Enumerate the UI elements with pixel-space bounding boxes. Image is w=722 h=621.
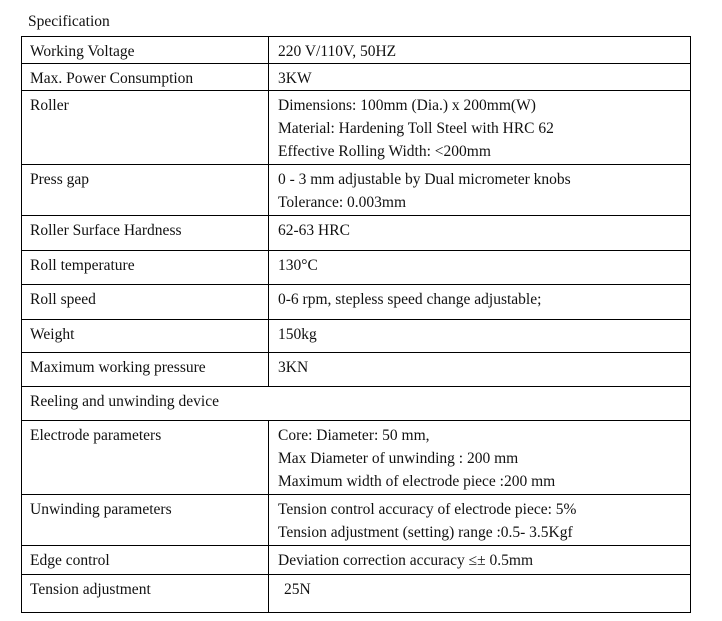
- table-row: [22, 575, 691, 613]
- spec-value: [269, 251, 691, 285]
- spec-label: Max. Power Consumption: [22, 64, 269, 91]
- spec-value: [269, 165, 691, 216]
- table-row: [22, 251, 691, 285]
- spec-value: [269, 353, 691, 387]
- section-heading: Reeling and unwinding device: [22, 387, 691, 421]
- spec-value-line: Tolerance: 0.003mm: [278, 194, 407, 211]
- table-row: [22, 421, 691, 495]
- page-title: Specification: [28, 13, 110, 30]
- specification-table: [21, 36, 691, 613]
- spec-value-line: Dimensions: 100mm (Dia.) x 200mm(W): [278, 97, 536, 114]
- spec-value: [269, 216, 691, 251]
- spec-value: [269, 37, 691, 64]
- spec-value-line: 62-63 HRC: [278, 222, 350, 239]
- spec-label: Tension adjustment: [22, 575, 269, 613]
- spec-value-line: 220 V/110V, 50HZ: [278, 43, 397, 60]
- table-row: [22, 165, 691, 216]
- spec-value-line: 0 - 3 mm adjustable by Dual micrometer knobs: [278, 171, 571, 188]
- spec-value: [269, 285, 691, 320]
- spec-label: Working Voltage: [22, 37, 269, 64]
- spec-value-line: Material: Hardening Toll Steel with HRC 62: [278, 120, 554, 137]
- spec-label: Maximum working pressure: [22, 353, 269, 387]
- spec-value-line: Tension adjustment (setting) range :0.5- 3.5Kgf: [278, 524, 573, 541]
- spec-label: Roll speed: [22, 285, 269, 320]
- spec-value: [269, 91, 691, 165]
- spec-label: Electrode parameters: [22, 421, 269, 495]
- table-row: [22, 320, 691, 353]
- spec-value: [269, 546, 691, 575]
- spec-value-line: Deviation correction accuracy ≤± 0.5mm: [278, 552, 534, 569]
- spec-label: Roller Surface Hardness: [22, 216, 269, 251]
- spec-value-line: Maximum width of electrode piece :200 mm: [278, 473, 556, 490]
- spec-value: [269, 495, 691, 546]
- spec-value-line: 150kg: [278, 326, 317, 343]
- spec-value: [269, 64, 691, 91]
- spec-value-line: 0-6 rpm, stepless speed change adjustable;: [278, 291, 542, 308]
- spec-label: Unwinding parameters: [22, 495, 269, 546]
- spec-value: [269, 575, 691, 613]
- spec-label: Weight: [22, 320, 269, 353]
- spec-label: Roller: [22, 91, 269, 165]
- table-row: [22, 285, 691, 320]
- spec-value-line: Effective Rolling Width: <200mm: [278, 143, 491, 160]
- spec-value-line: Core: Diameter: 50 mm,: [278, 427, 430, 444]
- spec-label: Edge control: [22, 546, 269, 575]
- table-row: [22, 64, 691, 91]
- spec-value-line: 25N: [284, 581, 311, 598]
- spec-value-line: 130°C: [278, 257, 318, 274]
- table-row: [22, 216, 691, 251]
- table-row: [22, 546, 691, 575]
- spec-value-line: Max Diameter of unwinding : 200 mm: [278, 450, 519, 467]
- spec-label: Roll temperature: [22, 251, 269, 285]
- table-row: [22, 353, 691, 387]
- spec-value-line: 3KN: [278, 359, 309, 376]
- table-row: [22, 91, 691, 165]
- table-row: [22, 495, 691, 546]
- spec-value-line: 3KW: [278, 70, 312, 87]
- section-row: [22, 387, 691, 421]
- spec-value: [269, 320, 691, 353]
- spec-value: [269, 421, 691, 495]
- table-row: [22, 37, 691, 64]
- spec-label: Press gap: [22, 165, 269, 216]
- spec-value-line: Tension control accuracy of electrode piece: 5%: [278, 501, 577, 518]
